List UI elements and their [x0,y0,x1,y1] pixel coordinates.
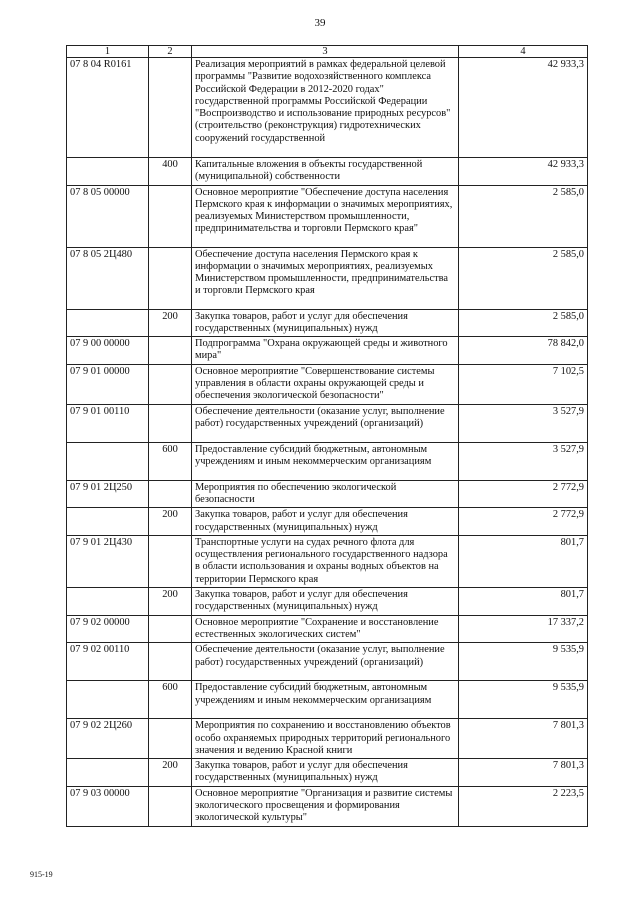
row-code: 07 9 02 00000 [67,615,149,643]
row-amount: 2 772,9 [459,508,588,536]
table-row [67,247,588,309]
row-amount: 42 933,3 [459,158,588,186]
row-amount: 2 585,0 [459,247,588,309]
row-type: 200 [149,588,192,616]
row-type [149,247,192,309]
row-code [67,309,149,337]
column-header: 1 [67,46,149,58]
row-description: Капитальные вложения в объекты государственной (муниципальной) собственности [192,158,459,186]
row-code: 07 9 02 2Ц260 [67,719,149,759]
table-row [67,615,588,643]
table-row [67,480,588,508]
table-row [67,404,588,442]
row-type [149,643,192,681]
column-header: 3 [192,46,459,58]
table-row [67,309,588,337]
row-description: Основное мероприятие "Организация и развитие системы экологического просвещения и формирования экологической культуры" [192,786,459,826]
row-type [149,786,192,826]
row-amount: 42 933,3 [459,58,588,158]
row-amount: 801,7 [459,588,588,616]
row-code: 07 9 01 2Ц430 [67,535,149,587]
row-type [149,535,192,587]
table-row [67,185,588,247]
budget-table [66,45,588,827]
table-row [67,158,588,186]
row-type: 200 [149,759,192,787]
row-description: Реализация мероприятий в рамках федеральной целевой программы "Развитие водохозяйственного комплекса Российской Федерации в 2012-2020 годах" государственной программы Российской Федерации "Воспроизводство и использование природных ресурсов" (строительство (реконструкция) гидротехнических сооружений государственной [192,58,459,158]
row-amount: 3 527,9 [459,442,588,480]
row-amount: 7 801,3 [459,759,588,787]
row-description: Предоставление субсидий бюджетным, автономным учреждениям и иным некоммерческим организациям [192,442,459,480]
row-type [149,404,192,442]
column-header: 4 [459,46,588,58]
table-row [67,535,588,587]
row-amount: 7 801,3 [459,719,588,759]
row-code: 07 9 01 2Ц250 [67,480,149,508]
row-type: 600 [149,442,192,480]
row-type [149,480,192,508]
column-header: 2 [149,46,192,58]
row-type [149,364,192,404]
row-type: 200 [149,309,192,337]
row-code: 07 9 00 00000 [67,337,149,365]
row-description: Закупка товаров, работ и услуг для обеспечения государственных (муниципальных) нужд [192,508,459,536]
row-description: Подпрограмма "Охрана окружающей среды и животного мира" [192,337,459,365]
row-type [149,719,192,759]
row-code [67,759,149,787]
row-description: Основное мероприятие "Совершенствование системы управления в области охраны окружающей среды и обеспечения экологической безопасности" [192,364,459,404]
row-amount: 2 585,0 [459,309,588,337]
row-amount: 801,7 [459,535,588,587]
row-code: 07 9 01 00110 [67,404,149,442]
row-description: Обеспечение деятельности (оказание услуг, выполнение работ) государственных учреждений (организаций) [192,404,459,442]
row-amount: 78 842,0 [459,337,588,365]
row-description: Транспортные услуги на судах речного флота для осуществления регионального государственного надзора в области использования и охраны водных объектов на территории Пермского края [192,535,459,587]
table-row [67,337,588,365]
row-code: 07 9 01 00000 [67,364,149,404]
row-code [67,588,149,616]
table-row [67,58,588,158]
row-description: Закупка товаров, работ и услуг для обеспечения государственных (муниципальных) нужд [192,759,459,787]
row-code: 07 9 03 00000 [67,786,149,826]
row-description: Закупка товаров, работ и услуг для обеспечения государственных (муниципальных) нужд [192,309,459,337]
table-row [67,588,588,616]
row-amount: 2 585,0 [459,185,588,247]
table-row [67,508,588,536]
table-row [67,759,588,787]
page-number: 39 [314,17,326,29]
row-amount: 2 772,9 [459,480,588,508]
row-type [149,185,192,247]
row-amount: 17 337,2 [459,615,588,643]
row-description: Мероприятия по обеспечению экологической безопасности [192,480,459,508]
table-row [67,643,588,681]
row-code [67,681,149,719]
row-type [149,615,192,643]
table-row [67,681,588,719]
row-type: 400 [149,158,192,186]
row-type [149,58,192,158]
row-description: Основное мероприятие "Обеспечение доступа населения Пермского края к информации о значимых мероприятиях, реализуемых Министерством промышленности, предпринимательства и торговли Пермского края" [192,185,459,247]
row-code: 07 8 05 2Ц480 [67,247,149,309]
row-amount: 9 535,9 [459,643,588,681]
row-type [149,337,192,365]
row-description: Обеспечение доступа населения Пермского края к информации о значимых мероприятиях, реализуемых Министерством промышленности, предпринимательства и торговли Пермского края [192,247,459,309]
row-code: 07 8 05 00000 [67,185,149,247]
row-description: Закупка товаров, работ и услуг для обеспечения государственных (муниципальных) нужд [192,588,459,616]
table-row [67,719,588,759]
row-amount: 7 102,5 [459,364,588,404]
row-description: Мероприятия по сохранению и восстановлению объектов особо охраняемых природных территорий регионального значения и ведению Красной книги [192,719,459,759]
table-row [67,786,588,826]
row-description: Обеспечение деятельности (оказание услуг, выполнение работ) государственных учреждений (организаций) [192,643,459,681]
row-amount: 2 223,5 [459,786,588,826]
row-code: 07 9 02 00110 [67,643,149,681]
row-type: 200 [149,508,192,536]
table-row [67,364,588,404]
document-footer-code: 915-19 [30,870,53,879]
row-amount: 9 535,9 [459,681,588,719]
row-amount: 3 527,9 [459,404,588,442]
row-code [67,158,149,186]
table-header-row [67,46,588,58]
row-description: Предоставление субсидий бюджетным, автономным учреждениям и иным некоммерческим организациям [192,681,459,719]
row-type: 600 [149,681,192,719]
table-row [67,442,588,480]
row-code [67,442,149,480]
row-code: 07 8 04 R0161 [67,58,149,158]
row-code [67,508,149,536]
row-description: Основное мероприятие "Сохранение и восстановление естественных экологических систем" [192,615,459,643]
